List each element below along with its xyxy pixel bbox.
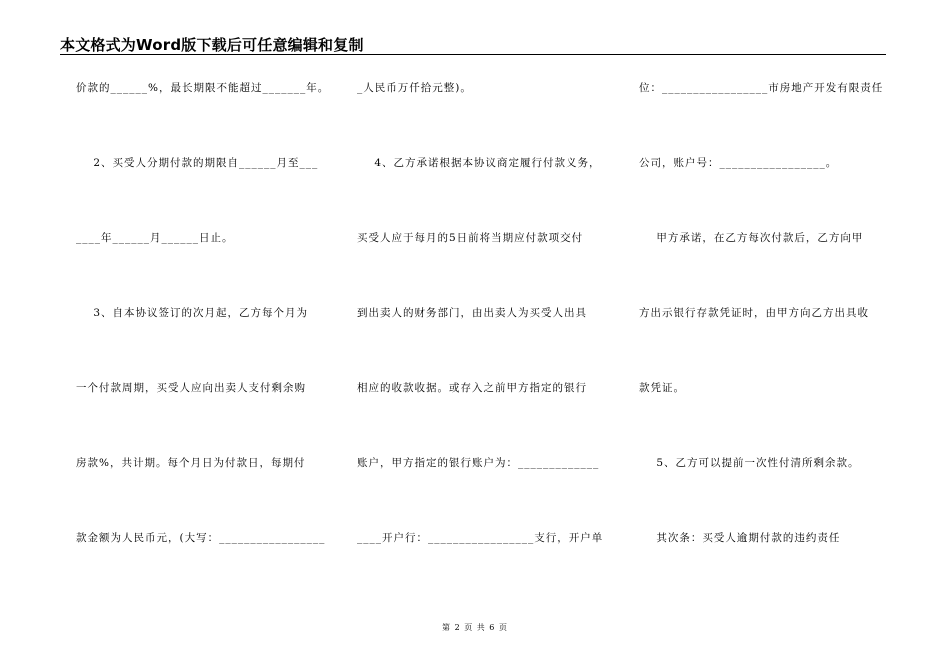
column-1-line-1: 价款的______%，最长期限不能超过_______年。 [76,82,330,94]
column-3-line-2: 公司，账户号：_________________。 [639,157,838,169]
text-column-1 [76,0,330,600]
column-2-line-6: 账户，甲方指定的银行账户为：_____________ [357,457,600,469]
column-2-line-2: 4、乙方承诺根据本协议商定履行付款义务， [357,157,601,169]
column-2-line-1: _人民币万仟拾元整)。 [357,82,472,94]
column-3-line-4: 方出示银行存款凭证时，由甲方向乙方出具收 [639,307,869,319]
column-1-line-6: 房款%，共计期。每个月日为付款日，每期付 [76,457,306,469]
document-header-title: 本文格式为Word版下载后可任意编辑和复制 [60,36,364,54]
column-3-line-7: 其次条：买受人逾期付款的违约责任 [639,532,841,544]
page-number-footer: 第 2 页 共 6 页 [442,623,508,632]
text-column-3 [639,0,889,600]
column-3-line-3: 甲方承诺，在乙方每次付款后，乙方向甲 [639,232,864,244]
column-3-line-5: 款凭证。 [639,382,685,394]
column-2-line-4: 到出卖人的财务部门，由出卖人为买受人出具 [357,307,587,319]
column-2-line-3: 买受人应于每月的5日前将当期应付款项交付 [357,232,584,244]
column-2-line-7: ____开户行：_________________支行，开户单 [357,532,604,544]
column-2-line-5: 相应的收款收据。或存入之前甲方指定的银行 [357,382,587,394]
column-1-line-3: ____年______月______日止。 [76,232,234,244]
column-3-line-1: 位：_________________市房地产开发有限责任 [639,82,884,94]
column-1-line-4: 3、自本协议签订的次月起，乙方每个月为 [76,307,309,319]
column-1-line-7: 款金额为人民币元，(大写：_________________ [76,532,326,544]
column-1-line-2: 2、买受人分期付款的期限自______月至___ [76,157,319,169]
text-column-2 [357,0,617,600]
column-1-line-5: 一个付款周期，买受人应向出卖人支付剩余购 [76,382,306,394]
column-3-line-6: 5、乙方可以提前一次性付清所剩余款。 [639,457,860,469]
